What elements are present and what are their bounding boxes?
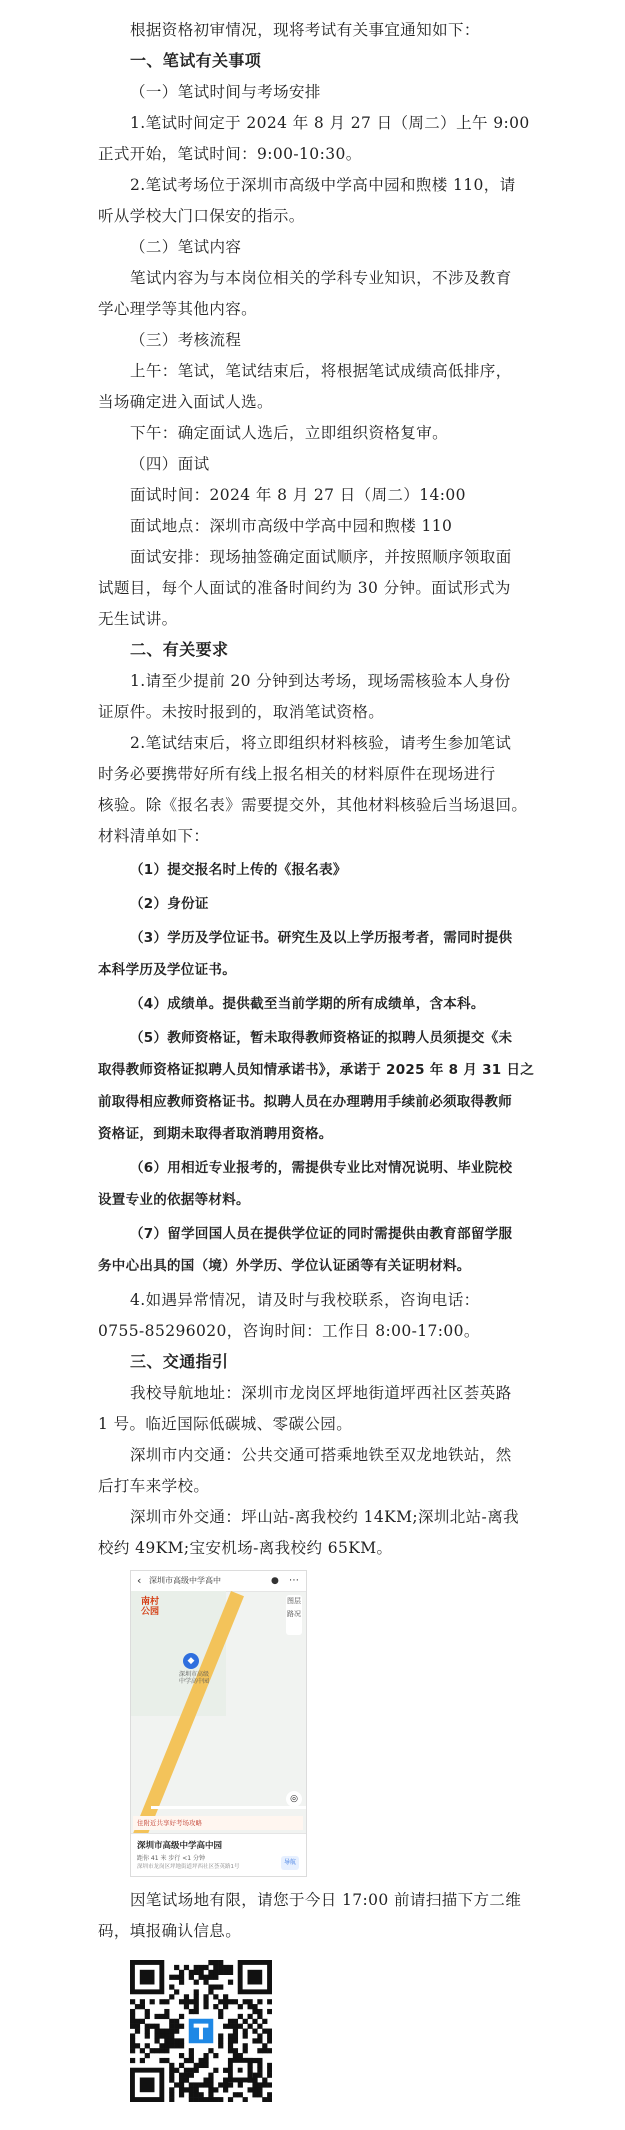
material-item-5-cont: 前取得相应教师资格证书。拟聘人员在办理聘用手续前必须取得教师 xyxy=(98,1094,512,1110)
map-side-buttons: 图层 路况 xyxy=(286,1595,302,1635)
paragraph-line: 4.如遇异常情况，请及时与我校联系，咨询电话： xyxy=(130,1291,480,1309)
material-item-3-cont: 本科学历及学位证书。 xyxy=(98,962,236,978)
paragraph-line: 学心理学等其他内容。 xyxy=(98,300,258,318)
paragraph-line: 校约 49KM;宝安机场-离我校约 65KM。 xyxy=(98,1539,393,1557)
more-icon: ⋯ xyxy=(289,1575,299,1586)
qr-code-icon xyxy=(130,1960,272,2102)
paragraph-line: 材料清单如下： xyxy=(98,827,210,845)
map-banner: 住附近共享好考场攻略 xyxy=(133,1816,303,1830)
map-search-text: 深圳市高级中学高中 xyxy=(149,1576,221,1585)
paragraph-line: 深圳市外交通：坪山站-离我校约 14KM;深圳北站-离我 xyxy=(130,1508,519,1526)
material-item-6: （6）用相近专业报考的，需提供专业比对情况说明、毕业院校 xyxy=(130,1160,513,1176)
map-pin-label: 深圳市高级 中学高中园 xyxy=(179,1671,210,1685)
paragraph-line: 下午：确定面试人选后，立即组织资格复审。 xyxy=(130,424,449,442)
paragraph-line: 1.请至少提前 20 分钟到达考场，现场需核验本人身份 xyxy=(130,672,511,690)
map-road-secondary xyxy=(151,1806,307,1809)
paragraph-line: 试题目，每个人面试的准备时间约为 30 分钟。面试形式为 xyxy=(98,579,511,597)
paragraph-line: 码，填报确认信息。 xyxy=(98,1922,242,1940)
paragraph-line: 证原件。未按时报到的，取消笔试资格。 xyxy=(98,703,385,721)
material-item-2: （2）身份证 xyxy=(130,896,209,912)
paragraph-line: 正式开始，笔试时间：9:00-10:30。 xyxy=(98,145,362,163)
material-item-5-cont: 资格证，到期未取得者取消聘用资格。 xyxy=(98,1126,333,1142)
subheading-3: （三）考核流程 xyxy=(130,331,242,349)
paragraph-line: 后打车来学校。 xyxy=(98,1477,210,1495)
back-arrow-icon: ‹ xyxy=(137,1574,142,1587)
subheading-4: （四）面试 xyxy=(130,455,210,473)
paragraph-line: 面试安排：现场抽签确定面试顺序，并按照顺序领取面 xyxy=(130,548,512,566)
material-item-4: （4）成绩单。提供截至当前学期的所有成绩单，含本科。 xyxy=(130,996,485,1012)
paragraph-line: 2.笔试考场位于深圳市高级中学高中园和煦楼 110，请 xyxy=(130,176,516,194)
section-heading-1: 一、笔试有关事项 xyxy=(130,51,262,70)
paragraph-line: 1 号。临近国际低碳城、零碳公园。 xyxy=(98,1415,353,1433)
locate-icon: ◎ xyxy=(286,1791,302,1807)
material-item-3: （3）学历及学位证书。研究生及以上学历报考者，需同时提供 xyxy=(130,930,513,946)
paragraph-line: 时务必要携带好所有线上报名相关的材料原件在现场进行 xyxy=(98,765,496,783)
paragraph-line: 无生试讲。 xyxy=(98,610,178,628)
material-item-5: （5）教师资格证，暂未取得教师资格证的拟聘人员须提交《未 xyxy=(130,1030,513,1046)
paragraph-line: 面试地点：深圳市高级中学高中园和煦楼 110 xyxy=(130,517,453,535)
paragraph-line: 听从学校大门口保安的指示。 xyxy=(98,207,305,225)
map-screenshot xyxy=(130,1570,307,1877)
paragraph-line: 因笔试场地有限，请您于今日 17:00 前请扫描下方二维 xyxy=(130,1891,522,1909)
intro-line: 根据资格初审情况，现将考试有关事宜通知如下： xyxy=(130,21,480,39)
map-nav-button: 导航 xyxy=(281,1856,299,1870)
contact-phone-line: 0755-85296020，咨询时间：工作日 8:00-17:00。 xyxy=(98,1322,480,1340)
material-item-7-cont: 务中心出具的国（境）外学历、学位认证函等有关证明材料。 xyxy=(98,1258,471,1274)
microphone-icon: ● xyxy=(271,1576,279,1586)
location-pin-icon: ◆ xyxy=(183,1653,199,1669)
paragraph-line: 上午：笔试，笔试结束后，将根据笔试成绩高低排序， xyxy=(130,362,512,380)
paragraph-line: 面试时间：2024 年 8 月 27 日（周二）14:00 xyxy=(130,486,466,504)
material-item-6-cont: 设置专业的依据等材料。 xyxy=(98,1192,250,1208)
map-distance: 距你 41 米 步行 <1 分钟 xyxy=(137,1855,206,1862)
paragraph-line: 当场确定进入面试人选。 xyxy=(98,393,273,411)
paragraph-line: 笔试内容为与本岗位相关的学科专业知识，不涉及教育 xyxy=(130,269,512,287)
paragraph-line: 我校导航地址：深圳市龙岗区坪地街道坪西社区荟英路 xyxy=(130,1384,512,1402)
material-item-5-cont: 取得教师资格证拟聘人员知情承诺书》，承诺于 2025 年 8 月 31 日之 xyxy=(98,1062,535,1078)
map-place-name: 深圳市高级中学高中园 xyxy=(137,1841,223,1851)
map-address: 深圳市龙岗区坪地街道坪西社区荟英路1号 xyxy=(137,1864,240,1870)
paragraph-line: 2.笔试结束后，将立即组织材料核验，请考生参加笔试 xyxy=(130,734,512,752)
section-heading-3: 三、交通指引 xyxy=(130,1352,229,1371)
paragraph-line: 深圳市内交通：公共交通可搭乘地铁至双龙地铁站，然 xyxy=(130,1446,512,1464)
material-item-7: （7）留学回国人员在提供学位证的同时需提供由教育部留学服 xyxy=(130,1226,513,1242)
qr-code-image xyxy=(130,1960,272,2102)
subheading-2: （二）笔试内容 xyxy=(130,238,242,256)
map-search-bar xyxy=(131,1571,306,1592)
section-heading-2: 二、有关要求 xyxy=(130,640,229,659)
map-park-label: 南村 公园 xyxy=(141,1597,160,1617)
material-item-1: （1）提交报名时上传的《报名表》 xyxy=(130,862,347,878)
paragraph-line: 1.笔试时间定于 2024 年 8 月 27 日（周二）上午 9:00 xyxy=(130,114,530,132)
subheading-1: （一）笔试时间与考场安排 xyxy=(130,83,321,101)
map-place-card xyxy=(131,1833,306,1877)
paragraph-line: 核验。除《报名表》需要提交外，其他材料核验后当场退回。 xyxy=(98,796,528,814)
